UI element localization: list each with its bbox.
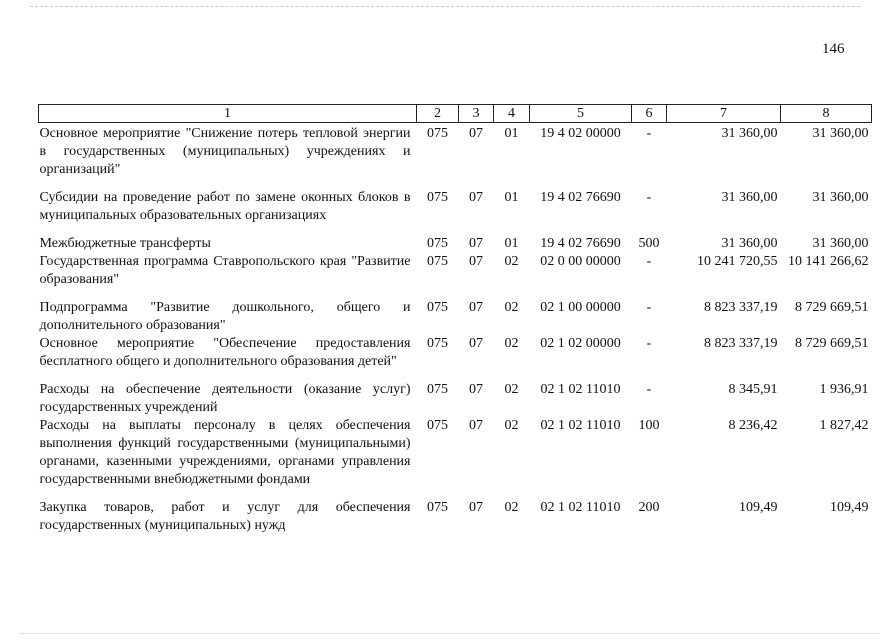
row-name: Расходы на выплаты персоналу в целях обеспечения выполнения функций государственными (муниципальными) органами, казенными учреждениями, органами управления государственными внебюджетными фондами [39, 418, 411, 487]
cell-sum1: 8 823 337,19 [704, 300, 778, 315]
cell-pr: 01 [504, 190, 519, 205]
cell-pr: 02 [504, 254, 519, 269]
cell-ved: 075 [427, 300, 448, 315]
cell-vr: - [646, 190, 652, 205]
cell-sum2: 31 360,00 [812, 190, 869, 205]
cell-sum2: 8 729 669,51 [795, 336, 869, 351]
cell-sum2: 10 141 266,62 [788, 254, 869, 269]
table-row [39, 335, 872, 371]
table-row [39, 489, 872, 535]
budget-table [38, 104, 872, 535]
cell-vr: - [646, 126, 652, 141]
cell-vr: 100 [638, 418, 660, 433]
row-name: Государственная программа Ставропольского края "Развитие образования" [39, 254, 411, 287]
cell-csr: 02 1 02 11010 [540, 500, 621, 515]
cell-sum2: 31 360,00 [812, 126, 869, 141]
cell-vr: 500 [638, 236, 660, 251]
cell-sum1: 8 236,42 [728, 418, 778, 433]
table-row [39, 417, 872, 489]
cell-pr: 02 [504, 500, 519, 515]
cell-rz: 07 [469, 236, 483, 251]
column-header: 4 [494, 105, 530, 123]
header-row [39, 105, 872, 123]
cell-rz: 07 [469, 382, 483, 397]
top-scan-rule [30, 6, 860, 7]
cell-csr: 19 4 02 00000 [540, 126, 621, 141]
cell-sum1: 31 360,00 [721, 190, 778, 205]
table-row [39, 225, 872, 253]
cell-csr: 19 4 02 76690 [540, 190, 621, 205]
cell-vr: - [646, 300, 652, 315]
column-header: 5 [530, 105, 632, 123]
cell-csr: 19 4 02 76690 [540, 236, 621, 251]
cell-rz: 07 [469, 126, 483, 141]
cell-ved: 075 [427, 418, 448, 433]
cell-rz: 07 [469, 500, 483, 515]
cell-ved: 075 [427, 254, 448, 269]
row-name: Закупка товаров, работ и услуг для обеспечения государственных (муниципальных) нужд [39, 500, 411, 533]
bottom-scan-rule [20, 633, 880, 634]
column-header: 7 [667, 105, 781, 123]
cell-sum2: 31 360,00 [812, 236, 869, 251]
cell-csr: 02 1 02 00000 [540, 336, 621, 351]
cell-sum2: 8 729 669,51 [795, 300, 869, 315]
cell-ved: 075 [427, 500, 448, 515]
cell-sum1: 8 345,91 [728, 382, 778, 397]
cell-ved: 075 [427, 190, 448, 205]
table-row [39, 289, 872, 335]
cell-sum2: 1 827,42 [819, 418, 869, 433]
cell-sum2: 109,49 [830, 500, 869, 515]
row-name: Основное мероприятие "Обеспечение предоставления бесплатного общего и дополнительного образования детей" [39, 336, 411, 369]
cell-pr: 02 [504, 418, 519, 433]
cell-sum1: 31 360,00 [721, 126, 778, 141]
cell-rz: 07 [469, 418, 483, 433]
row-name: Подпрограмма "Развитие дошкольного, общего и дополнительного образования" [39, 300, 411, 333]
cell-rz: 07 [469, 254, 483, 269]
column-header: 8 [781, 105, 872, 123]
cell-rz: 07 [469, 300, 483, 315]
cell-pr: 01 [504, 236, 519, 251]
cell-vr: - [646, 336, 652, 351]
cell-pr: 02 [504, 382, 519, 397]
cell-vr: 200 [638, 500, 660, 515]
cell-csr: 02 1 00 00000 [540, 300, 621, 315]
cell-sum1: 8 823 337,19 [704, 336, 778, 351]
row-name: Субсидии на проведение работ по замене оконных блоков в муниципальных образовательных организациях [39, 190, 411, 223]
cell-ved: 075 [427, 382, 448, 397]
row-name: Межбюджетные трансферты [39, 236, 211, 251]
table-row [39, 253, 872, 289]
cell-pr: 02 [504, 336, 519, 351]
row-name: Расходы на обеспечение деятельности (оказание услуг) государственных учреждений [39, 382, 411, 415]
cell-pr: 01 [504, 126, 519, 141]
cell-csr: 02 1 02 11010 [540, 418, 621, 433]
table-row [39, 179, 872, 225]
cell-ved: 075 [427, 336, 448, 351]
cell-sum2: 1 936,91 [819, 382, 869, 397]
column-header: 3 [459, 105, 494, 123]
column-header: 2 [417, 105, 459, 123]
cell-ved: 075 [427, 126, 448, 141]
column-header: 1 [39, 105, 417, 123]
cell-sum1: 31 360,00 [721, 236, 778, 251]
cell-sum1: 109,49 [739, 500, 778, 515]
cell-pr: 02 [504, 300, 519, 315]
table-row [39, 123, 872, 180]
row-name: Основное мероприятие "Снижение потерь тепловой энергии в государственных (муниципальных) учреждениях и организаций" [39, 126, 411, 177]
cell-vr: - [646, 382, 652, 397]
cell-ved: 075 [427, 236, 448, 251]
page-number: 146 [822, 41, 845, 57]
cell-vr: - [646, 254, 652, 269]
column-header: 6 [632, 105, 667, 123]
cell-csr: 02 0 00 00000 [540, 254, 621, 269]
cell-rz: 07 [469, 190, 483, 205]
cell-rz: 07 [469, 336, 483, 351]
table-row [39, 371, 872, 417]
cell-sum1: 10 241 720,55 [697, 254, 778, 269]
cell-csr: 02 1 02 11010 [540, 382, 621, 397]
